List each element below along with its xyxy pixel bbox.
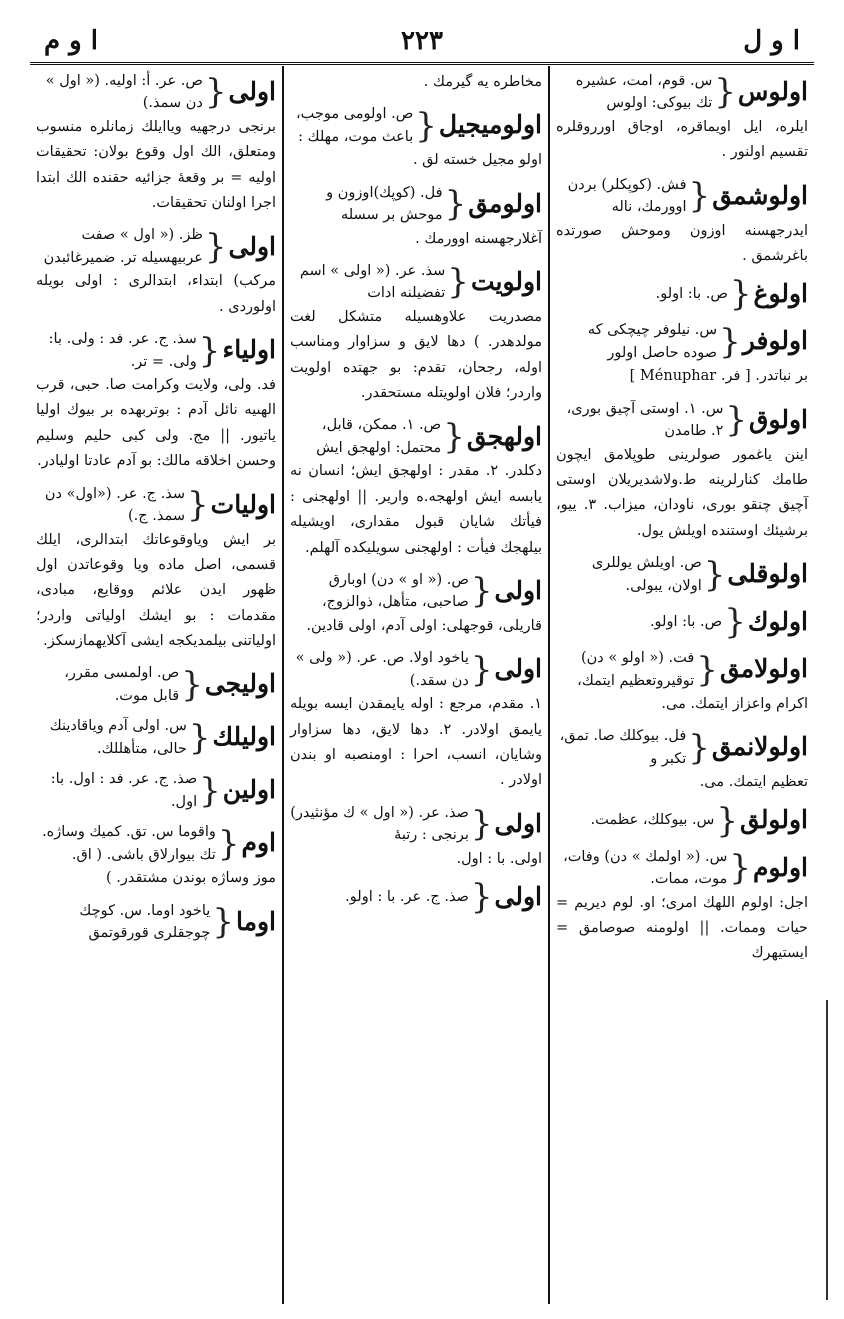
- entry-head: [556, 725, 808, 770]
- page-edge-line: [826, 1000, 828, 1300]
- dictionary-entry: [36, 900, 276, 945]
- brace-glyph: {: [447, 262, 469, 303]
- brace-glyph: {: [725, 400, 748, 441]
- entry-headword: اولى: [494, 881, 542, 911]
- entry-definition: سذ. ج. عر. («اول» دن سمذ. ج.): [44, 485, 186, 525]
- brace-glyph: {: [716, 800, 738, 841]
- entry-headword: اولوشمق: [712, 180, 808, 210]
- entry-headword: اوم: [241, 828, 276, 858]
- brace-glyph: {: [204, 72, 227, 113]
- dictionary-entry: [36, 328, 276, 474]
- entry-headword: اولولانمق: [711, 732, 808, 762]
- dictionary-entry: [290, 569, 542, 639]
- entry-headword: اولوس: [737, 77, 808, 107]
- entry-body: ايلره، ايل اويماقره، اوجاق اورروقلره تقسيم اولنور .: [556, 118, 808, 161]
- entry-head: [556, 602, 808, 643]
- entry-definition: ص. اولومى موجب، باعث موت، مهلك :: [295, 106, 414, 145]
- brace-glyph: {: [688, 727, 710, 768]
- dictionary-entry: [36, 483, 276, 655]
- entry-head: [290, 182, 542, 227]
- column-left: [30, 66, 282, 1306]
- dictionary-entry: [556, 398, 808, 544]
- entry-head: [556, 647, 808, 692]
- entry-headword: اوليجى: [204, 669, 276, 699]
- dictionary-entry: [290, 70, 542, 95]
- entry-head: [556, 70, 808, 115]
- dictionary-entry: [290, 876, 542, 917]
- entry-head: [36, 70, 276, 115]
- dictionary-entry: [290, 802, 542, 872]
- entry-body: مصدريت علاوهسيله متشكل لغت مولدهدر. ) دها لايق و سزاوار ومناسب اوله، رجحان، تقدم: بو جهتده اولويت واردر؛ فلان اولويتله مستحقدر.: [290, 308, 542, 402]
- dictionary-entry: [290, 103, 542, 173]
- entry-head: [290, 876, 542, 917]
- entry-headword: اولولامق: [719, 654, 808, 684]
- brace-glyph: {: [198, 330, 221, 371]
- entry-headword: اولى: [494, 654, 542, 684]
- entry-headword: اولهجق: [466, 421, 542, 451]
- dictionary-entry: [36, 821, 276, 891]
- entry-body: اولو مجيل خسته لق .: [412, 152, 542, 169]
- entry-head: [290, 103, 542, 148]
- entry-definition: س. نيلوفر چيچكى كه صوده حاصل اولور: [587, 322, 718, 361]
- entry-head: [556, 174, 808, 219]
- dictionary-entry: [556, 602, 808, 643]
- brace-glyph: {: [729, 848, 751, 889]
- page-header: [30, 18, 814, 65]
- entry-body: قاريلى، قوجهلى: اولى آدم، اولى قادين.: [306, 617, 542, 634]
- dictionary-entry: [556, 174, 808, 270]
- entry-headword: اولى: [494, 575, 542, 605]
- entry-definition: فل. بيوكلك صا. تمق، تكبر و: [559, 728, 687, 767]
- entry-head: [290, 260, 542, 305]
- dictionary-entry: [290, 414, 542, 560]
- entry-body: اجل: اولوم اللهك امرى؛ او. لوم ديريم = حيات وممات. || اولومنه صوصامق = ايستيهرك: [556, 894, 808, 962]
- entry-definition: سذ. ج. عر. فد : ولى. با: ولى. = تر.: [48, 331, 197, 370]
- entry-definition: ص. عر. أ: اوليه. (« اول » دن سمذ.): [45, 73, 203, 112]
- entry-body: مخاطره يه گيرمك .: [423, 74, 542, 90]
- entry-head: [556, 800, 808, 841]
- dictionary-entry: [556, 800, 808, 841]
- entry-definition: واقوما س. تق. كميك وساژه. تك بيوارلاق باشى. ( اق.: [42, 824, 216, 863]
- entry-definition: ص. ١. ممكن، قابل، محتمل: اولهجق ايش: [316, 417, 442, 456]
- entry-definition: ص. با: اولو.: [649, 613, 723, 630]
- entry-body: موز وساژه بوندن مشتقدر. ): [106, 870, 276, 887]
- brace-glyph: {: [444, 184, 467, 225]
- brace-glyph: {: [688, 176, 711, 217]
- header-right-letters: ا و ل: [743, 26, 800, 56]
- brace-glyph: {: [188, 717, 211, 758]
- entry-body: دكلدر. ٢. مقدر : اولهجق ايش؛ انسان نه يابسه ايش اولهجه.ه وارير. || اولهجنى : فيأتك شايان قبول مقدارى، اويشيله بيلهجك فيأت : اولهجنى سويليكده آلهلم.: [290, 463, 542, 556]
- entry-head: [556, 274, 808, 315]
- entry-definition: س. (« اولمك » دن) وفات، موت، ممات.: [563, 848, 728, 888]
- entry-definition: س. ١. اوستى آچيق بورى، ٢. طامدن: [566, 400, 724, 440]
- dictionary-entry: [36, 224, 276, 320]
- dictionary-entry: [556, 552, 808, 597]
- entry-headword: اولومق: [468, 188, 542, 218]
- dictionary-entry: [290, 182, 542, 252]
- dictionary-entry: [290, 260, 542, 406]
- entry-definition: س. اولى آدم وياقادينك حالى، متأهللك.: [49, 718, 187, 757]
- dictionary-entry: [556, 846, 808, 967]
- entry-body: فد. ولى، ولايت وكرامت صا. حبى، قرب الهىيه نائل آدم : بوتربهده بر بيوك اوليا ياتيور. || مج. ولى كبى حليم وسليم وحسن اخلاقه مالك: بو آدم عادتا اوليادر.: [36, 377, 276, 470]
- entry-body: آغلارجهسنه اوورمك .: [415, 230, 542, 247]
- columns: [30, 66, 814, 1306]
- entry-head: [556, 846, 808, 891]
- entry-definition: ص. با: اولو.: [655, 286, 728, 303]
- brace-glyph: {: [470, 571, 493, 612]
- dictionary-entry: [290, 647, 542, 793]
- entry-headword: اوليات: [210, 489, 276, 519]
- brace-glyph: {: [696, 649, 718, 690]
- brace-glyph: {: [187, 485, 209, 526]
- entry-body: ١. مقدم، مرجع : اوله يايمقدن ايسه بويله يايمق اولادر. ٢. دها لايق، دها سزاوار وشايان، انسب، احرا : اومنصبه او بندن اولادر .: [290, 696, 542, 789]
- entry-headword: اولويت: [470, 267, 542, 297]
- column-middle: [284, 66, 548, 1306]
- dictionary-entry: [556, 274, 808, 315]
- brace-glyph: {: [470, 649, 493, 690]
- entry-headword: اوليلك: [212, 722, 276, 752]
- entry-definition: صذ. ج. عر. با : اولو.: [345, 888, 469, 905]
- brace-glyph: {: [443, 416, 465, 457]
- dictionary-entry: [36, 768, 276, 813]
- dictionary-entry: [36, 715, 276, 760]
- entry-head: [290, 569, 542, 614]
- entry-definition: ص. (« او » دن) اوبارق صاحبى، متأهل، ذوالزوج،: [322, 571, 469, 611]
- brace-glyph: {: [181, 664, 203, 705]
- dictionary-entry: [556, 70, 808, 166]
- brace-glyph: {: [470, 876, 493, 917]
- entry-headword: اولياء: [222, 335, 276, 365]
- entry-head: [36, 662, 276, 707]
- entry-definition: ياخود اوما. س. كوچك چوجقلرى قورقوتمق: [79, 902, 211, 941]
- column-right: [550, 66, 814, 1306]
- entry-head: [36, 768, 276, 813]
- entry-definition: ص. اولمسى مقرر، قابل موت.: [64, 665, 180, 704]
- brace-glyph: {: [729, 274, 752, 315]
- entry-head: [290, 647, 542, 692]
- brace-glyph: {: [217, 823, 240, 864]
- entry-head: [36, 821, 276, 866]
- entry-body: اينن ياغمور صولرينى طوپلامق ايچون طامك كنارلرينه ط.ولاشديريلان اوستى آچيق چنقو بورى، ناودان، ميزاب. ٣. ييو، برشيئك اوستنده اويلش يول.: [556, 446, 808, 539]
- entry-definition: فش. (كوپكلر) بردن اوورمك، ناله: [567, 176, 687, 216]
- entry-headword: اولولق: [739, 805, 808, 835]
- header-left-letters: ا و م: [44, 26, 98, 56]
- entry-body: مركب) ابتداء، ابتدالرى : اولى بويله اولوردى .: [36, 273, 276, 315]
- entry-body: بر ايش وياوقوعاتك ابتدالرى، ايلك قسمى، اصل ماده ويا وقوعاتدن اول ظهور ايدن علائم ووقايع، مبادى، مقدمات : بو ايشك اولياتى واردر؛ اولياتنى بيلمديكجه ايشى آكلايهمازسكز.: [36, 531, 276, 649]
- entry-definition: صذ. عر. (« اول » ك مؤنثيدر) برنجى : رتبهٔ: [290, 804, 469, 844]
- brace-glyph: {: [415, 105, 437, 146]
- entry-head: [36, 224, 276, 269]
- entry-definition: صذ. ج. عر. فد : اول. با: اول.: [50, 771, 198, 810]
- entry-headword: اولوق: [749, 404, 808, 434]
- entry-body: بر نباتدر. [ فر. Ménuphar ]: [629, 368, 808, 385]
- entry-head: [290, 414, 542, 459]
- entry-headword: اولى: [494, 808, 542, 838]
- brace-glyph: {: [724, 602, 746, 643]
- brace-glyph: {: [714, 72, 736, 113]
- brace-glyph: {: [703, 554, 726, 595]
- page-number: ۲۲۳: [401, 26, 443, 56]
- entry-body: برنجى درجهيه وياايلك زمانلره منسوب ومتعلق، الك اول وقوع بولان: تحقيقات اوليه = بر وقعهٔ جزائيه حقنده الك ابتدا اجرا اولنان تحقيقات.: [36, 118, 276, 212]
- entry-head: [290, 802, 542, 847]
- entry-definition: سذ. عر. (« اولى » اسم تفضيلنه ادات: [299, 263, 446, 302]
- entry-definition: س. بيوكلك، عظمت.: [590, 812, 715, 829]
- entry-headword: اولوغ: [753, 279, 808, 308]
- entry-definition: ياخود اولا. ص. عر. (« ولى » دن سقد.): [295, 650, 469, 689]
- brace-glyph: {: [212, 901, 234, 942]
- brace-glyph: {: [199, 770, 221, 811]
- entry-body: ايدرجهسنه اوزون وموحش صورتده باغرشمق .: [556, 222, 808, 264]
- entry-head: [556, 398, 808, 443]
- entry-head: [36, 328, 276, 373]
- entry-head: [556, 319, 808, 364]
- entry-definition: فل. (كوپك)اوزون و موحش بر سسله: [326, 184, 443, 224]
- entry-body: تعظيم ايتمك. مى.: [699, 774, 808, 791]
- entry-head: [556, 552, 808, 597]
- entry-body: اكرام واعزاز ايتمك. مى.: [661, 696, 808, 712]
- dictionary-entry: [36, 662, 276, 707]
- brace-glyph: {: [719, 321, 741, 362]
- entry-headword: اولوميجيل: [438, 110, 542, 140]
- entry-headword: اولوم: [752, 852, 808, 882]
- brace-glyph: {: [470, 804, 493, 845]
- entry-definition: ظز. (« اول » صفت عربيهسيله تر. ضميرغائبدن: [43, 227, 203, 266]
- entry-headword: اوما: [235, 906, 276, 936]
- entry-head: [36, 715, 276, 760]
- entry-definition: س. قوم، امت، عشيره تك بيوكى: اولوس: [575, 73, 713, 112]
- entry-head: [36, 483, 276, 528]
- entry-headword: اولى: [228, 231, 276, 261]
- entry-definition: ص. اويلش يوللرى اولان، يبولى.: [591, 555, 702, 594]
- dictionary-entry: [36, 70, 276, 216]
- entry-headword: اولوك: [747, 606, 808, 636]
- brace-glyph: {: [204, 226, 227, 267]
- entry-head: [36, 900, 276, 945]
- entry-headword: اولوفر: [742, 326, 808, 356]
- entry-headword: اولوقلى: [727, 559, 808, 589]
- entry-headword: اولين: [222, 775, 276, 805]
- entry-definition: فت. (« اولو » دن) توقيروتعظيم ايتمك،: [577, 650, 695, 689]
- dictionary-entry: [556, 725, 808, 795]
- dictionary-entry: [556, 319, 808, 389]
- entry-headword: اولى: [228, 77, 276, 107]
- entry-body: اولى. با : اول.: [456, 850, 542, 867]
- dictionary-entry: [556, 647, 808, 717]
